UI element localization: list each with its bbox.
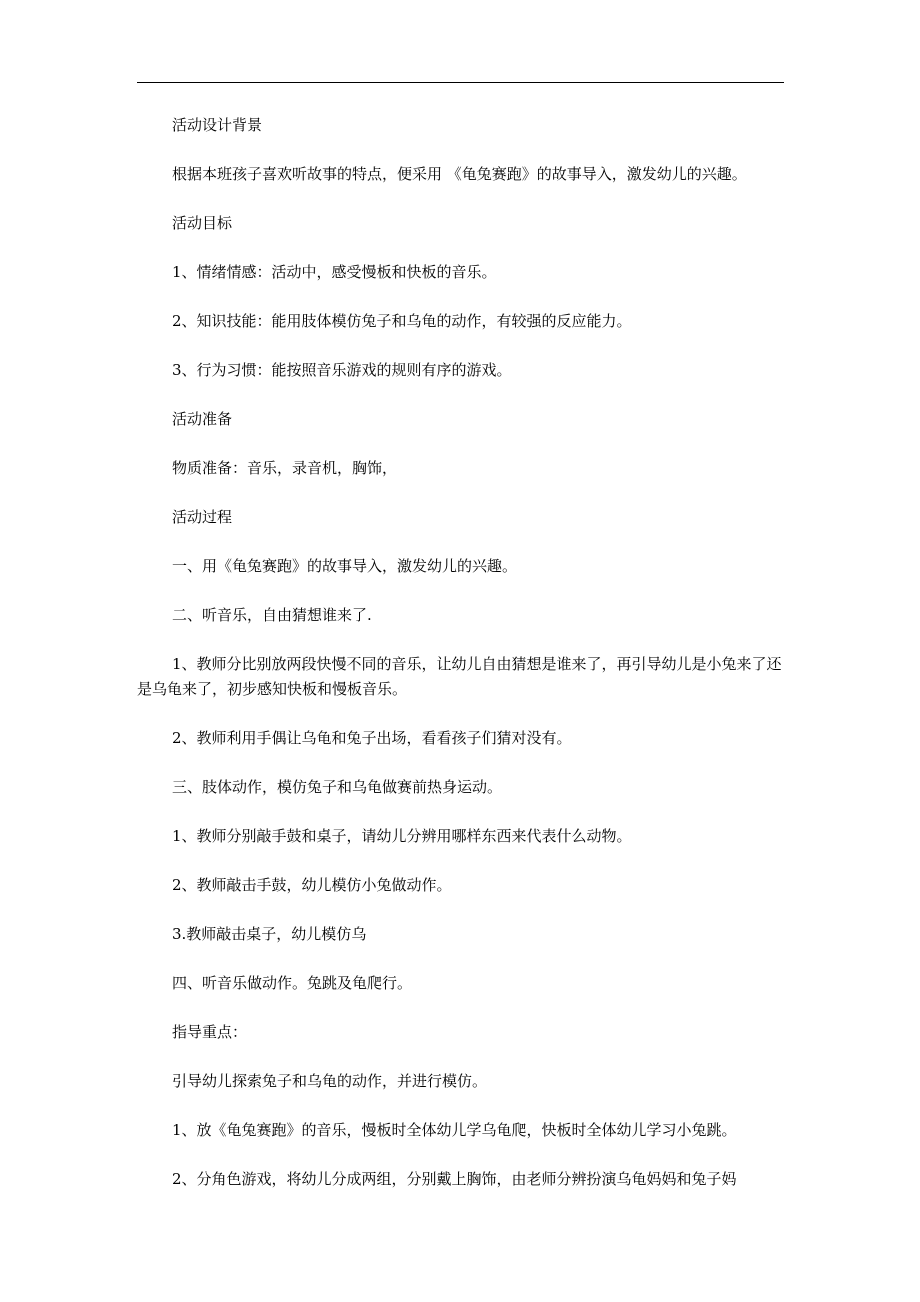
heading-background: 活动设计背景 [172, 116, 263, 134]
paragraph-background-text: 根据本班孩子喜欢听故事的特点，便采用 《龟兔赛跑》的故事导入，激发幼儿的兴趣。 [172, 165, 747, 183]
process-step-4: 四、听音乐做动作。兔跳及龟爬行。 [172, 974, 413, 992]
process-step-1: 一、用《龟兔赛跑》的故事导入，激发幼儿的兴趣。 [172, 557, 518, 575]
guidance-item-1: 1、放《龟兔赛跑》的音乐，慢板时全体幼儿学乌龟爬，快板时全体幼儿学习小兔跳。 [172, 1121, 737, 1139]
document-body [137, 113, 787, 1192]
process-step-3-item-1: 1、教师分别敲手鼓和桌子，请幼儿分辨用哪样东西来代表什么动物。 [172, 827, 632, 845]
heading-goals: 活动目标 [172, 214, 233, 232]
goal-item-3: 3、行为习惯：能按照音乐游戏的规则有序的游戏。 [172, 361, 512, 379]
process-step-3-item-3: 3.教师敲击桌子，幼儿模仿乌 [172, 925, 367, 943]
heading-preparation: 活动准备 [172, 410, 233, 428]
heading-process: 活动过程 [172, 508, 233, 526]
goal-item-2: 2、知识技能：能用肢体模仿兔子和乌龟的动作，有较强的反应能力。 [172, 312, 632, 330]
process-step-2-item-2: 2、教师利用手偶让乌龟和兔子出场，看看孩子们猜对没有。 [172, 729, 572, 747]
heading-guidance: 指导重点： [172, 1023, 248, 1041]
guidance-text: 引导幼儿探索兔子和乌龟的动作，并进行模仿。 [172, 1072, 488, 1090]
process-step-2: 二、听音乐，自由猜想谁来了. [172, 606, 372, 624]
process-step-3: 三、肢体动作，模仿兔子和乌龟做赛前热身运动。 [172, 778, 503, 796]
header-rule [137, 82, 784, 83]
process-step-2-item-1: 1、教师分比别放两段快慢不同的音乐，让幼儿自由猜想是谁来了，再引导幼儿是小兔来了还是乌龟来了，初步感知快板和慢板音乐。 [137, 655, 782, 698]
preparation-materials: 物质准备：音乐，录音机，胸饰， [172, 459, 398, 477]
guidance-item-2: 2、分角色游戏，将幼儿分成两组，分别戴上胸饰，由老师分辨扮演乌龟妈妈和兔子妈 [172, 1170, 737, 1188]
goal-item-1: 1、情绪情感：活动中，感受慢板和快板的音乐。 [172, 263, 497, 281]
process-step-3-item-2: 2、教师敲击手鼓，幼儿模仿小兔做动作。 [172, 876, 452, 894]
